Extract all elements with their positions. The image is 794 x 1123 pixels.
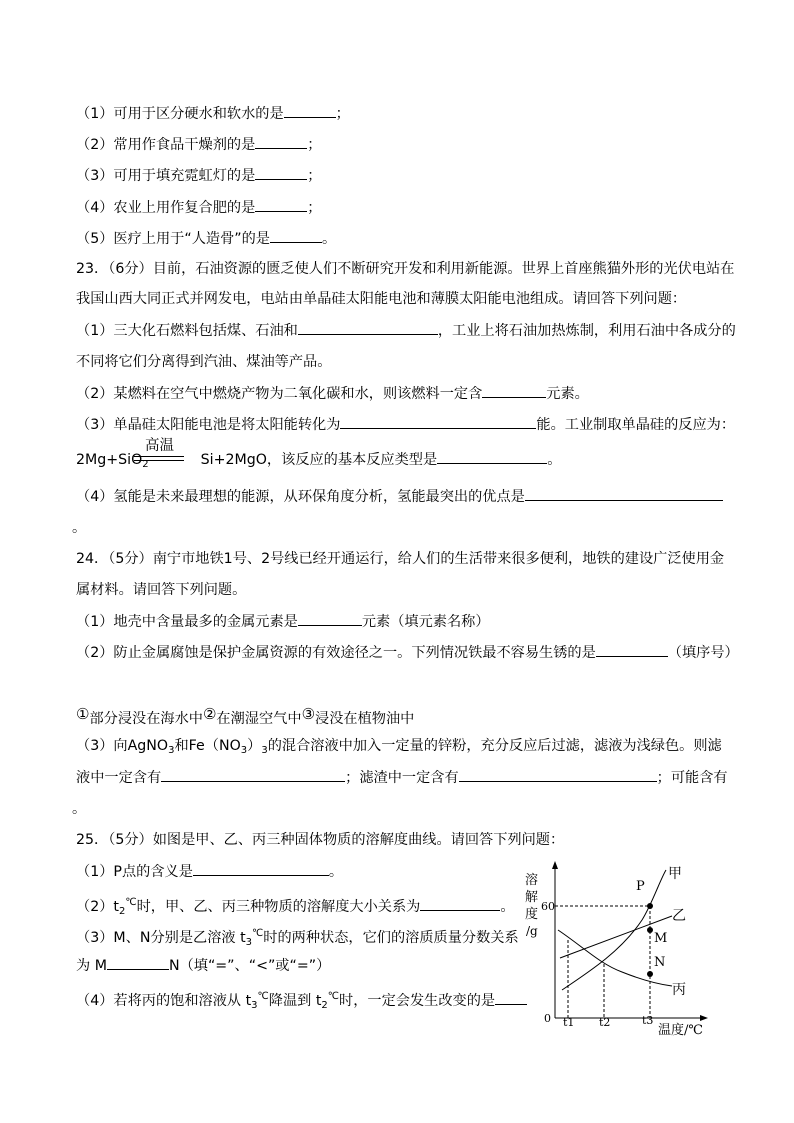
answer-blank[interactable] [161, 767, 345, 782]
y-axis-label-2: 解 [525, 890, 539, 905]
q24-intro-line2: 属材料。请回答下列问题。 [76, 582, 247, 598]
y-tick-60: 60 [541, 900, 555, 913]
q25-part4: （4）若将丙的饱和溶液从 $t_3^℃$降温到 $t_2^℃$时，一定会发生改变的是 [76, 987, 527, 1016]
answer-blank[interactable] [255, 134, 307, 149]
q25-part3: （3）M、N分别是乙溶液 $t_3^℃$时的两种状态，它们的溶质质量分数关系 [76, 928, 519, 948]
q22-item-3: （3）可用于填充霓虹灯的是 ； [76, 165, 321, 186]
answer-blank[interactable] [525, 486, 723, 501]
q23-part4-end: 。 [72, 520, 87, 536]
y-axis-label-3: 度 [525, 907, 539, 922]
point-p-label: P [636, 879, 645, 894]
y-axis-label-1: 溶 [525, 873, 539, 888]
answer-blank[interactable] [255, 165, 307, 180]
x-axis-label: 温度/℃ [658, 1023, 703, 1038]
q23-part4: （4）氢能是未来最理想的能源，从环保角度分析，氢能最突出的优点是 [76, 486, 723, 507]
q24-part1: （1）地壳中含量最多的金属元素是 元素（填元素名称） [76, 611, 490, 632]
answer-blank[interactable] [298, 611, 362, 626]
answer-blank[interactable] [482, 383, 546, 398]
q24-part3: （3）向AgNO$_3$和$Fe(NO_3)_3$的混合溶液中加入一定量的锌粉，充分反应后过滤，滤液为浅绿色。则滤 [76, 738, 722, 756]
x-tick-t2: t2 [599, 1016, 611, 1029]
q24-part3-cont: 液中一定含有 ；滤渣中一定含有 ；可能含有 [76, 767, 728, 788]
answer-blank[interactable] [270, 228, 322, 243]
point-n-marker [647, 971, 653, 977]
q23-intro-line2: 我国山西大同正式并网发电，电站由单晶硅太阳能电池和薄膜太阳能电池组成。请回答下列问题： [76, 291, 687, 307]
circled-number-3: ③ [301, 705, 316, 723]
answer-blank[interactable] [284, 103, 336, 118]
series-label-bing: 丙 [672, 982, 686, 998]
point-p-marker [647, 903, 653, 909]
q22-item-1: （1）可用于区分硬水和软水的是 ； [76, 103, 350, 124]
y-axis-arrow [552, 861, 558, 869]
answer-blank[interactable] [107, 955, 169, 970]
q23-part3: （3）单晶硅太阳能电池是将太阳能转化为 能。工业制取单晶硅的反应为： [76, 414, 735, 435]
q25-part1: （1）P点的含义是 。 [76, 861, 343, 882]
q23-intro-line1: 23．（6分）目前，石油资源的匮乏使人们不断研究开发和利用新能源。世界上首座熊猫外形的光伏电站在 [76, 261, 735, 277]
q24-part3-end: 。 [72, 801, 87, 817]
answer-blank[interactable] [420, 896, 500, 911]
circled-number-2: ② [202, 705, 217, 723]
answer-blank[interactable] [193, 861, 329, 876]
point-n-label: N [654, 955, 666, 970]
q23-part1: （1）三大化石燃料包括煤、石油和 ，工业上将石油加热炼制，利用石油中各成分的 [76, 320, 736, 341]
q24-intro-line1: 24．（5分）南宁市地铁1号、2号线已经开通运行，给人们的生活带来很多便利，地铁的建设广泛使用金 [76, 551, 725, 567]
answer-blank[interactable] [255, 197, 307, 212]
q22-item-2: （2）常用作食品干燥剂的是 ； [76, 134, 321, 155]
circled-number-1: ① [76, 705, 90, 723]
reaction-condition: 高温 [145, 438, 174, 454]
answer-blank[interactable] [459, 767, 657, 782]
y-axis-label-4: /g [526, 924, 538, 938]
x-tick-t1: t1 [563, 1016, 575, 1029]
q23-part1-cont: 不同将它们分离得到汽油、煤油等产品。 [76, 354, 332, 370]
origin-label: 0 [544, 1012, 551, 1025]
answer-blank[interactable] [596, 642, 668, 657]
answer-blank[interactable] [298, 320, 438, 335]
x-axis-arrow [700, 1015, 708, 1021]
solubility-chart [522, 858, 714, 1040]
point-m-marker [647, 927, 653, 933]
q24-part2: （2）防止金属腐蚀是保护金属资源的有效途径之一。下列情况铁最不容易生锈的是 （填序号） [76, 642, 739, 663]
answer-blank[interactable] [437, 449, 547, 464]
q25-intro: 25．（5分）如图是甲、乙、丙三种固体物质的溶解度曲线。请回答下列问题： [76, 832, 565, 848]
q23-equation: 2Mg+SiO$_2$ Si+2MgO，该反应的基本反应类型是 。 [76, 449, 561, 475]
x-tick-t3: t3 [642, 1014, 654, 1027]
q25-part2: $(2)t_2^℃$时，甲、乙、丙三种物质的溶解度大小关系为 。 [76, 897, 515, 917]
q22-item-5: （5）医疗上用于“人造骨”的是 。 [76, 228, 336, 249]
q24-options: ①部分浸没在海水中②在潮湿空气中③浸没在植物油中 [76, 705, 415, 727]
q22-item-4: （4）农业上用作复合肥的是 ； [76, 197, 321, 218]
answer-blank[interactable] [340, 414, 536, 429]
point-m-label: M [654, 931, 668, 946]
series-label-yi: 乙 [672, 908, 686, 924]
q23-part2: （2）某燃料在空气中燃烧产物为二氧化碳和水，则该燃料一定含 元素。 [76, 383, 589, 404]
series-label-jia: 甲 [668, 866, 682, 882]
q25-part3-cont: 为 M N（填“=”、“<”或“=”） [76, 955, 330, 976]
